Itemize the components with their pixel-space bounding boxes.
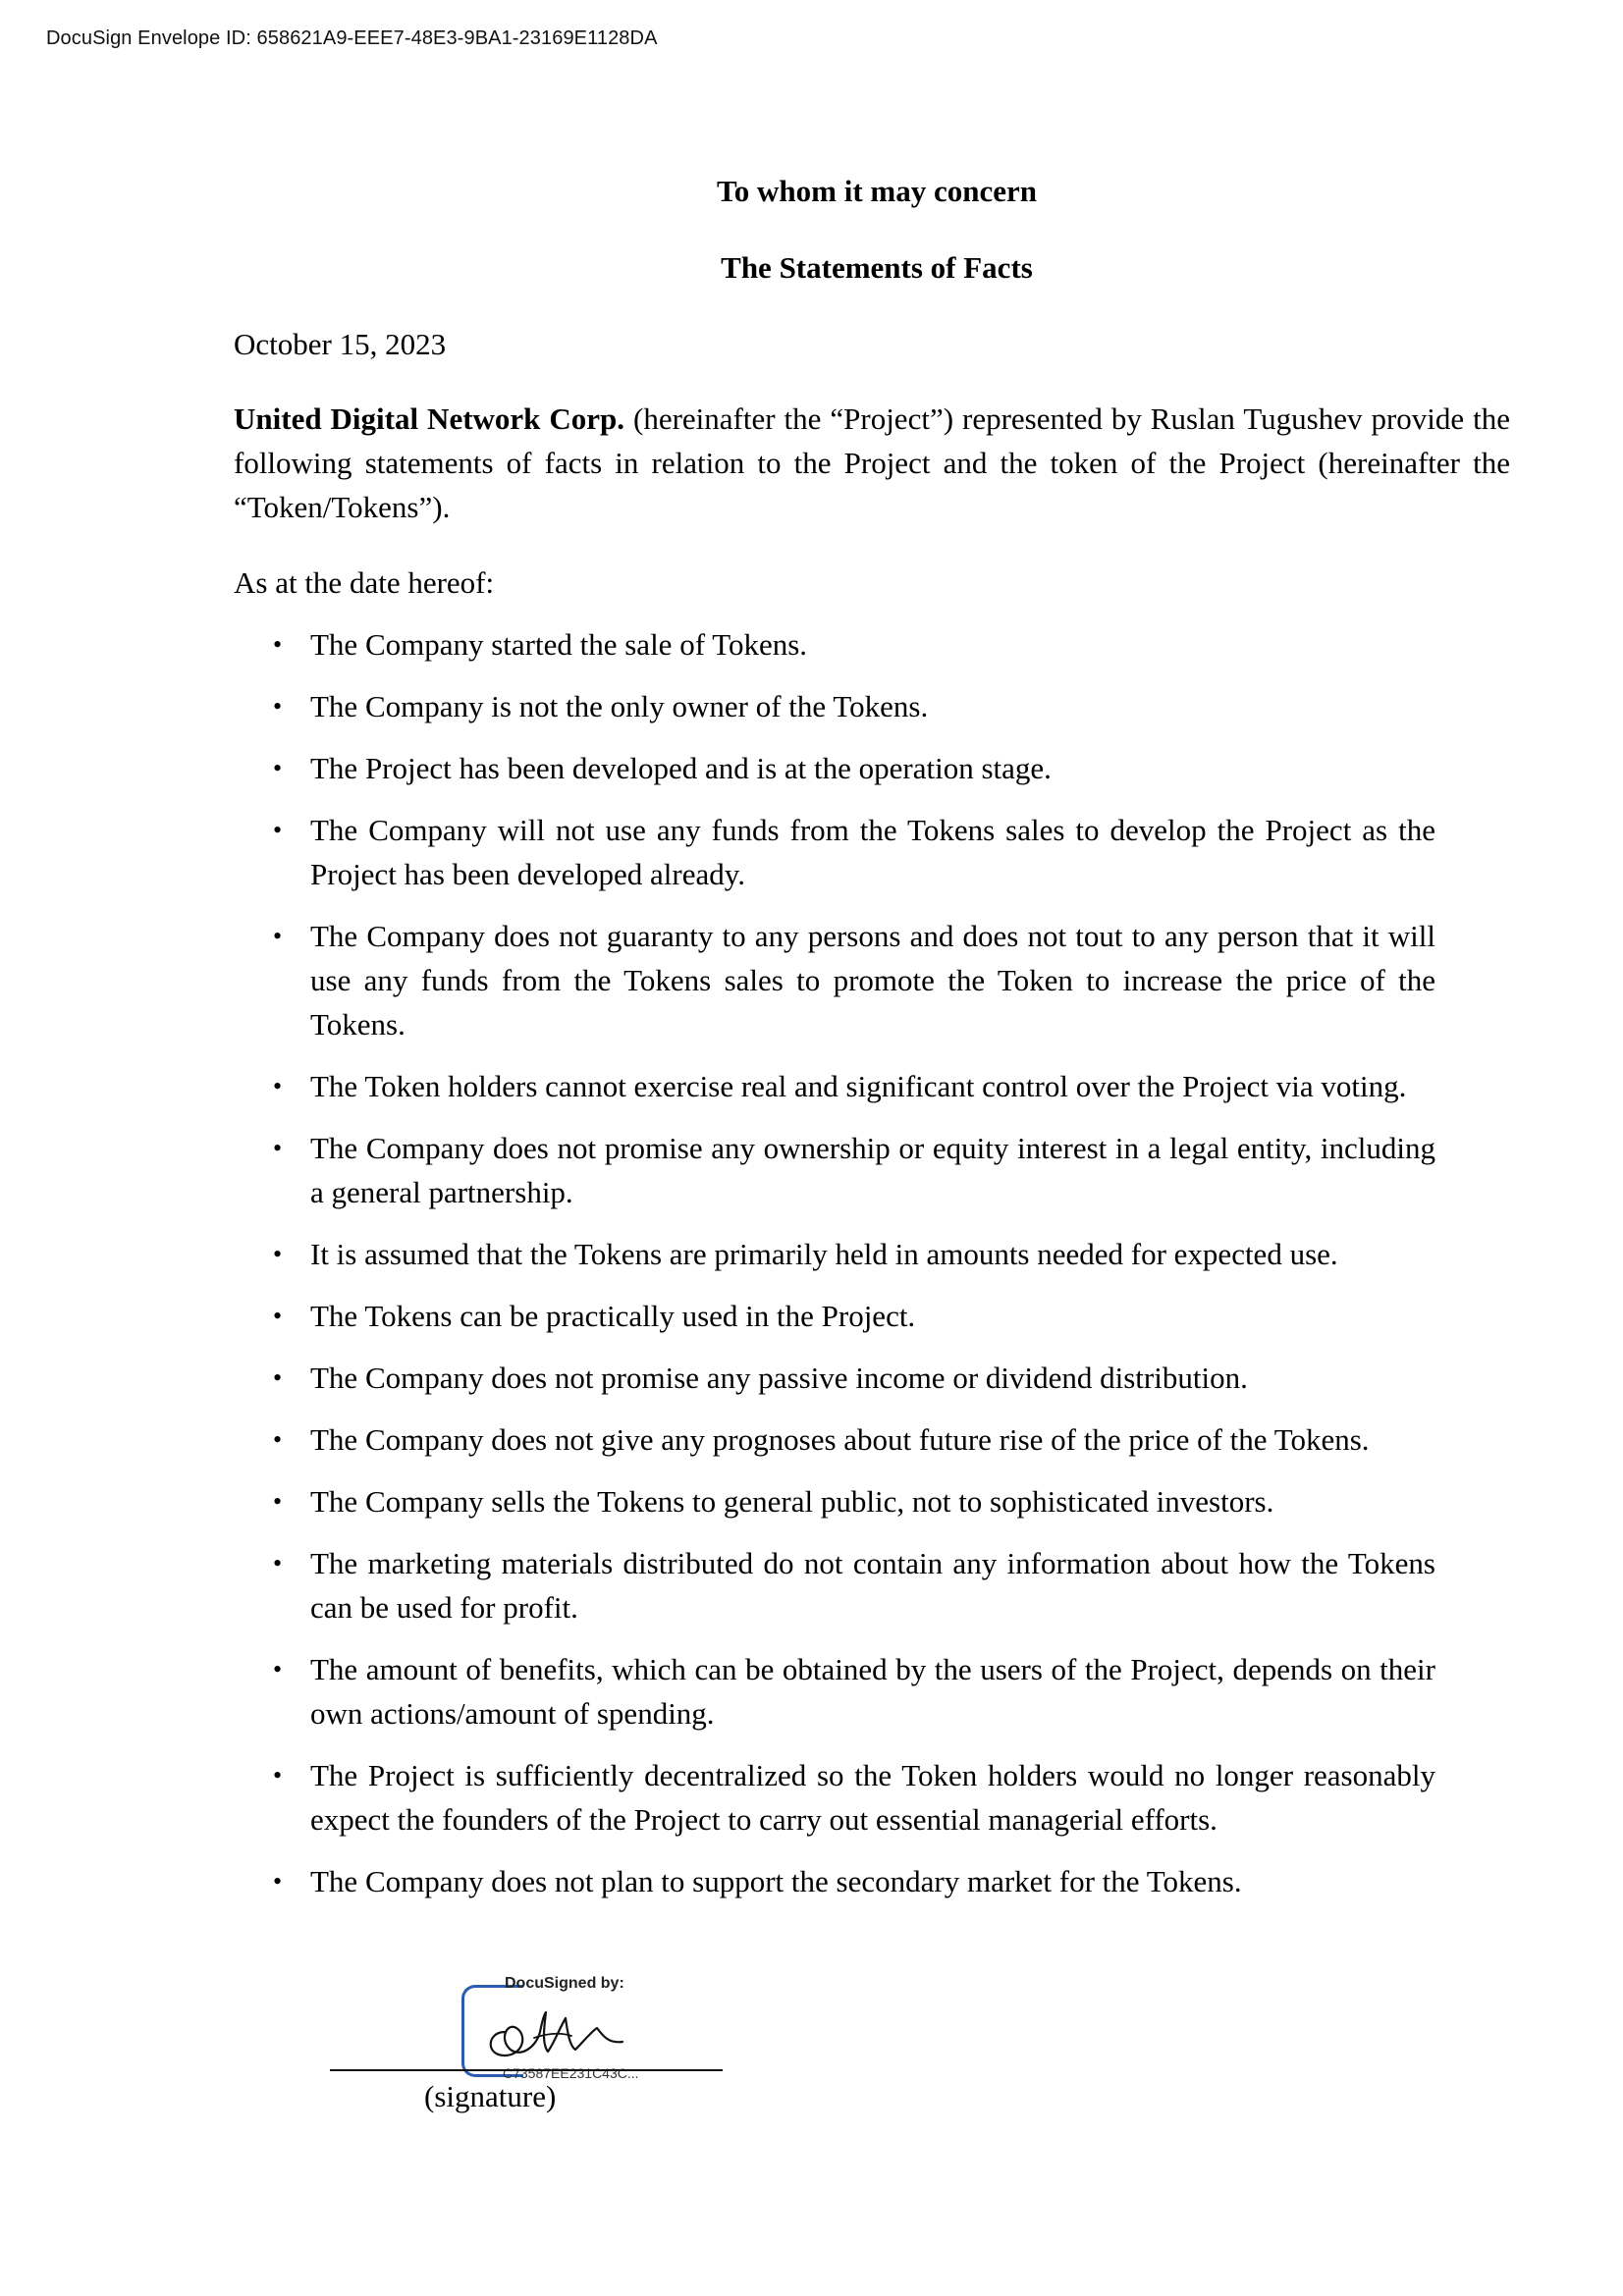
intro-paragraph	[234, 397, 1510, 529]
document-body	[234, 169, 1510, 1921]
docusigned-by-label: DocuSigned by:	[505, 1975, 624, 1992]
bullet-icon: •	[273, 816, 283, 844]
fact-item: • The Company does not give any prognoses about future rise of the price of the Tokens.	[234, 1417, 1435, 1462]
bullet-icon: •	[273, 1549, 283, 1577]
heading-to-whom: To whom it may concern	[716, 174, 1038, 208]
bullet-icon: •	[273, 1761, 283, 1789]
fact-item: • The Company sells the Tokens to general public, not to sophisticated investors.	[234, 1479, 1435, 1523]
fact-item: • The Company is not the only owner of the Tokens.	[234, 684, 1435, 728]
document-date: October 15, 2023	[234, 327, 447, 361]
bullet-icon: •	[273, 630, 283, 659]
facts-list	[234, 622, 1510, 1903]
company-name: United Digital Network Corp.	[234, 401, 625, 436]
as-at-line: As at the date hereof:	[234, 565, 495, 600]
bullet-icon: •	[273, 1240, 283, 1268]
heading-statements-of-facts: The Statements of Facts	[721, 250, 1033, 285]
fact-item: • The Tokens can be practically used in the Project.	[234, 1294, 1435, 1338]
bullet-icon: •	[273, 754, 283, 782]
fact-item: • The Company will not use any funds from the Tokens sales to develop the Project as the Project has been developed already.	[234, 808, 1435, 896]
bullet-icon: •	[273, 1072, 283, 1100]
fact-item: • The Company does not guaranty to any persons and does not tout to any person that it will use any funds from the Tokens sales to promote the Token to increase the price of the Tokens.	[234, 914, 1435, 1046]
bullet-icon: •	[273, 1655, 283, 1683]
fact-item: • The Project is sufficiently decentralized so the Token holders would no longer reasonably expect the founders of the Project to carry out essential managerial efforts.	[234, 1753, 1435, 1842]
fact-item: • The Company does not promise any ownership or equity interest in a legal entity, including a general partnership.	[234, 1126, 1435, 1214]
fact-item: • It is assumed that the Tokens are primarily held in amounts needed for expected use.	[234, 1232, 1435, 1276]
bullet-icon: •	[273, 1134, 283, 1162]
bullet-icon: •	[273, 692, 283, 721]
fact-item: • The Company started the sale of Tokens.	[234, 622, 1435, 667]
bullet-icon: •	[273, 1363, 283, 1392]
fact-item: • The Company does not promise any passive income or dividend distribution.	[234, 1356, 1435, 1400]
fact-item: • The marketing materials distributed do not contain any information about how the Tokens can be used for profit.	[234, 1541, 1435, 1629]
fact-item: • The Company does not plan to support the secondary market for the Tokens.	[234, 1859, 1435, 1903]
fact-item: • The amount of benefits, which can be obtained by the users of the Project, depends on their own actions/amount of spending.	[234, 1647, 1435, 1735]
bullet-icon: •	[273, 1425, 283, 1454]
signature-caption: (signature)	[424, 2079, 557, 2113]
bullet-icon: •	[273, 1867, 283, 1896]
bullet-icon: •	[273, 1302, 283, 1330]
bullet-icon: •	[273, 922, 283, 950]
signature-line	[330, 2069, 723, 2071]
signature-hash: C73587EE231C43C...	[503, 2065, 639, 2081]
fact-item: • The Project has been developed and is at the operation stage.	[234, 746, 1435, 790]
intro-text: (hereinafter the “Project”) represented by Ruslan Tugushev provide the following statements of facts in relation to the Project and the token of the Project (hereinafter the “Token/Tokens”).	[234, 401, 1511, 524]
signature-block	[330, 1971, 742, 2118]
fact-item: • The Token holders cannot exercise real and significant control over the Project via voting.	[234, 1064, 1435, 1108]
bullet-icon: •	[273, 1487, 283, 1516]
handwritten-signature-icon	[477, 1993, 654, 2063]
envelope-id: DocuSign Envelope ID: 658621A9-EEE7-48E3-9BA1-23169E1128DA	[46, 27, 658, 49]
